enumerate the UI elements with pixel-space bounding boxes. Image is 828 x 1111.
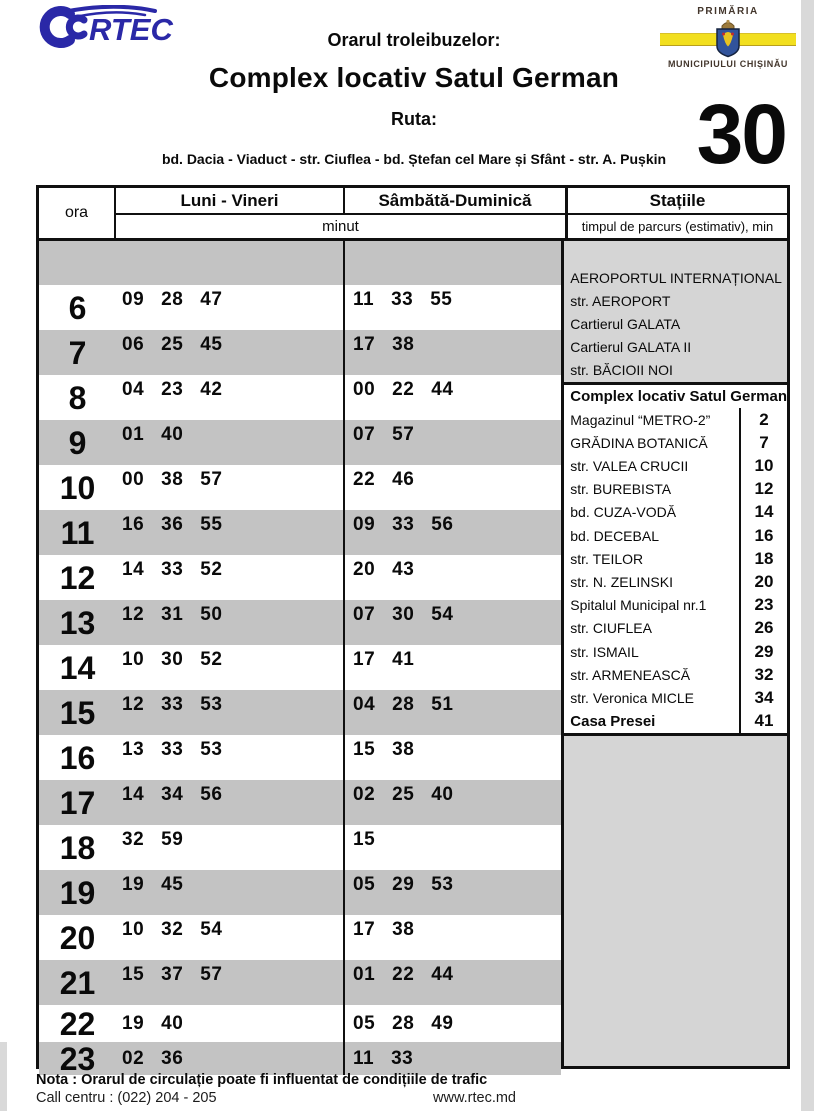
hour-label: 15 <box>59 694 96 731</box>
station-name: str. TEILOR <box>570 550 644 567</box>
minute-value: 22 <box>353 469 376 490</box>
timetable-body <box>39 241 787 1077</box>
schedule-row <box>39 960 561 1005</box>
weekend-minutes <box>343 510 561 555</box>
station-row <box>564 382 787 408</box>
hour-label: 7 <box>68 334 87 371</box>
minute-value: 28 <box>392 1012 415 1034</box>
schedule-row <box>39 555 561 600</box>
call-center: Call centru : (022) 204 - 205 <box>36 1090 217 1106</box>
station-row <box>564 266 787 289</box>
schedule-row <box>39 870 561 915</box>
minute-value: 43 <box>392 559 415 580</box>
hour-label: 21 <box>59 964 96 1001</box>
minute-value: 42 <box>200 379 223 400</box>
timetable-header <box>39 188 787 241</box>
weekend-minutes <box>343 375 561 420</box>
hour-label: 22 <box>59 1005 96 1042</box>
minute-value: 33 <box>161 694 184 715</box>
weekend-column-header: Sâmbătă-Duminică <box>343 188 565 213</box>
station-row <box>564 289 787 312</box>
minute-value: 15 <box>353 739 376 760</box>
station-name: str. ISMAIL <box>570 643 639 660</box>
schedule-row <box>39 330 561 375</box>
hour-label: 18 <box>59 829 96 866</box>
station-travel-time: 2 <box>739 408 787 431</box>
minute-value: 22 <box>392 964 415 985</box>
schedule-label: Orarul troleibuzelor: <box>327 30 501 50</box>
minute-value: 20 <box>353 559 376 580</box>
minute-value: 55 <box>430 289 453 310</box>
weekday-minutes <box>116 510 343 555</box>
station-name: str. AEROPORT <box>570 292 671 309</box>
station-name: str. BUREBISTA <box>570 481 672 498</box>
minute-value: 00 <box>122 469 145 490</box>
hour-label: 9 <box>68 424 87 461</box>
minute-value: 53 <box>431 874 454 895</box>
station-name: bd. CUZA-VODĂ <box>570 504 677 521</box>
minute-value: 30 <box>392 604 415 625</box>
weekend-minutes <box>343 330 561 375</box>
station-travel-time: 18 <box>739 547 787 570</box>
station-row <box>564 617 787 640</box>
station-row <box>564 431 787 454</box>
minute-value: 16 <box>122 514 145 535</box>
weekday-minutes <box>116 870 343 915</box>
weekday-minutes <box>116 375 343 420</box>
weekday-minutes <box>116 915 343 960</box>
minutes-columns-header <box>116 188 565 238</box>
weekend-minutes <box>343 465 561 510</box>
minute-value: 05 <box>353 1012 376 1034</box>
station-name: Cartierul GALATA <box>570 315 681 332</box>
hour-label: 10 <box>59 469 96 506</box>
minute-value: 37 <box>161 964 184 985</box>
minute-value: 53 <box>200 694 223 715</box>
weekday-minutes <box>116 555 343 600</box>
stations-list <box>561 241 787 1066</box>
station-row <box>564 455 787 478</box>
weekday-minutes <box>116 960 343 1005</box>
station-row <box>564 312 787 335</box>
minute-value: 19 <box>122 874 145 895</box>
stations-top-filler <box>564 241 787 266</box>
weekend-minutes <box>343 420 561 465</box>
minute-value: 40 <box>161 1012 184 1034</box>
minute-value: 47 <box>200 289 223 310</box>
station-travel-time: 12 <box>739 478 787 501</box>
weekday-minutes <box>116 420 343 465</box>
weekday-minutes <box>116 465 343 510</box>
schedule-row <box>39 465 561 510</box>
weekend-minutes <box>343 735 561 780</box>
minute-value: 07 <box>353 604 376 625</box>
hour-label: 16 <box>59 739 96 776</box>
schedule-row <box>39 645 561 690</box>
station-name: bd. DECEBAL <box>570 527 659 544</box>
minute-value: 00 <box>353 379 376 400</box>
weekend-minutes <box>343 915 561 960</box>
minute-value: 52 <box>200 559 223 580</box>
schedule-rows <box>39 241 561 1077</box>
hour-label: 19 <box>59 874 96 911</box>
schedule-row <box>39 375 561 420</box>
schedule-row <box>39 1042 561 1075</box>
station-name: Cartierul GALATA II <box>570 339 692 356</box>
minute-value: 57 <box>200 469 223 490</box>
minute-value: 33 <box>391 289 414 310</box>
station-name: Casa Presei <box>570 712 656 730</box>
route-description: bd. Dacia - Viaduct - str. Ciuflea - bd. Ștefan cel Mare și Sfânt - str. A. Pușkin <box>161 151 667 167</box>
hour-label: 14 <box>59 649 96 686</box>
station-name: str. ARMENEASCĂ <box>570 666 691 683</box>
minute-value: 11 <box>353 289 375 310</box>
station-name: str. N. ZELINSKI <box>570 574 673 591</box>
hour-label: 17 <box>59 784 96 821</box>
travel-time-label: timpul de parcurs (estimativ), min <box>581 219 774 234</box>
minute-value: 38 <box>161 469 184 490</box>
hour-column-header: ora <box>39 188 116 238</box>
weekday-minutes <box>116 825 343 870</box>
minute-value: 14 <box>122 784 145 805</box>
minute-value: 54 <box>431 604 454 625</box>
minute-value: 17 <box>353 334 376 355</box>
hour-label: 8 <box>68 379 87 416</box>
minute-value: 29 <box>392 874 415 895</box>
route-number: 30 <box>696 87 786 181</box>
station-travel-time: 32 <box>739 663 787 686</box>
minute-value: 23 <box>161 379 184 400</box>
hour-label: 23 <box>59 1040 96 1077</box>
minute-value: 40 <box>431 784 454 805</box>
minute-value: 57 <box>392 424 415 445</box>
weekend-minutes <box>343 780 561 825</box>
minute-value: 57 <box>200 964 223 985</box>
minute-value: 05 <box>353 874 376 895</box>
svg-text:RTEC: RTEC <box>89 12 173 47</box>
station-travel-time: 41 <box>739 710 787 733</box>
minute-value: 22 <box>392 379 415 400</box>
weekend-minutes <box>343 285 561 330</box>
minute-value: 41 <box>392 649 415 670</box>
minute-value: 56 <box>200 784 223 805</box>
weekday-column-header: Luni - Vineri <box>180 190 279 210</box>
station-travel-time: 29 <box>739 640 787 663</box>
scan-shadow-left <box>0 1042 7 1111</box>
schedule-row <box>39 600 561 645</box>
minute-value: 04 <box>122 379 145 400</box>
minute-value: 09 <box>353 514 376 535</box>
minute-value: 44 <box>431 379 454 400</box>
weekday-minutes <box>116 1005 343 1042</box>
station-row <box>564 336 787 359</box>
minute-value: 33 <box>391 1047 414 1069</box>
station-name: str. Veronica MICLE <box>570 689 694 706</box>
minute-value: 07 <box>353 424 376 445</box>
minute-value: 52 <box>200 649 223 670</box>
minute-value: 34 <box>161 784 184 805</box>
minute-value: 02 <box>353 784 376 805</box>
weekend-minutes <box>343 1005 561 1042</box>
weekday-minutes <box>116 645 343 690</box>
traffic-note: Nota : Orarul de circulație poate fi influentat de condițiile de trafic <box>36 1072 488 1088</box>
hour-label: 12 <box>59 559 96 596</box>
stations-bottom-filler <box>564 733 787 1066</box>
stations-title: Stațiile <box>568 188 787 215</box>
empty-top-band-weekend <box>343 241 561 285</box>
weekend-minutes <box>343 645 561 690</box>
weekday-minutes <box>116 330 343 375</box>
station-row <box>564 359 787 382</box>
weekend-minutes <box>343 960 561 1005</box>
empty-top-band-weekday <box>39 241 343 285</box>
schedule-row <box>39 915 561 960</box>
station-travel-time: 23 <box>739 594 787 617</box>
timetable <box>36 185 790 1077</box>
minute-value: 33 <box>161 559 184 580</box>
station-name: Complex locativ Satul German <box>570 388 787 406</box>
weekday-minutes <box>116 735 343 780</box>
minute-value: 15 <box>122 964 145 985</box>
minute-value: 36 <box>161 514 184 535</box>
weekday-minutes <box>116 285 343 330</box>
minute-value: 32 <box>161 919 184 940</box>
minute-value: 01 <box>122 424 145 445</box>
minute-value: 31 <box>161 604 184 625</box>
station-name: str. VALEA CRUCII <box>570 458 689 475</box>
station-row <box>564 570 787 593</box>
station-travel-time: 10 <box>739 455 787 478</box>
minutes-label: minut <box>322 218 359 235</box>
schedule-row <box>39 780 561 825</box>
schedule-row <box>39 735 561 780</box>
weekend-minutes <box>343 600 561 645</box>
minute-value: 04 <box>353 694 376 715</box>
schedule-row <box>39 420 561 465</box>
stations-column-header <box>565 188 787 238</box>
minute-value: 09 <box>122 289 145 310</box>
minute-value: 33 <box>161 739 184 760</box>
minute-value: 46 <box>392 469 415 490</box>
station-travel-time: 26 <box>739 617 787 640</box>
schedule-row <box>39 1005 561 1042</box>
minute-value: 17 <box>353 649 376 670</box>
day-group-headers <box>116 188 565 215</box>
minute-value: 12 <box>122 694 145 715</box>
minute-value: 36 <box>161 1047 184 1069</box>
schedule-row <box>39 690 561 735</box>
minute-value: 44 <box>431 964 454 985</box>
weekend-minutes <box>343 1042 561 1075</box>
station-row <box>564 686 787 709</box>
minute-value: 38 <box>392 739 415 760</box>
minute-value: 14 <box>122 559 145 580</box>
hour-label: 6 <box>68 289 87 326</box>
weekend-minutes <box>343 555 561 600</box>
empty-top-band <box>39 241 561 285</box>
weekday-minutes <box>116 690 343 735</box>
route-label: Ruta: <box>391 109 437 129</box>
weekend-minutes <box>343 690 561 735</box>
website: www.rtec.md <box>433 1090 516 1106</box>
minute-value: 38 <box>392 334 415 355</box>
station-row <box>564 640 787 663</box>
minute-value: 02 <box>122 1047 145 1069</box>
minute-value: 45 <box>161 874 184 895</box>
minute-value: 45 <box>200 334 223 355</box>
station-travel-time: 14 <box>739 501 787 524</box>
minute-value: 28 <box>392 694 415 715</box>
station-name: str. BĂCIOII NOI <box>570 362 673 379</box>
minute-value: 12 <box>122 604 145 625</box>
minute-value: 28 <box>161 289 184 310</box>
minute-value: 50 <box>200 604 223 625</box>
minute-value: 25 <box>161 334 184 355</box>
station-row <box>564 710 787 733</box>
minute-value: 30 <box>161 649 184 670</box>
hour-label: 13 <box>59 604 96 641</box>
schedule-row <box>39 825 561 870</box>
weekend-minutes <box>343 825 561 870</box>
minute-value: 59 <box>161 829 184 850</box>
station-row <box>564 547 787 570</box>
minute-value: 25 <box>392 784 415 805</box>
minute-value: 56 <box>431 514 454 535</box>
minute-value: 15 <box>353 829 376 850</box>
station-row <box>564 478 787 501</box>
minute-value: 40 <box>161 424 184 445</box>
weekday-minutes <box>116 780 343 825</box>
minute-value: 55 <box>200 514 223 535</box>
weekday-minutes <box>116 600 343 645</box>
municipality-label-top: PRIMĂRIA <box>697 6 759 17</box>
station-name: GRĂDINA BOTANICĂ <box>570 434 708 451</box>
minute-value: 11 <box>353 1047 375 1069</box>
minute-value: 19 <box>122 1012 145 1034</box>
schedule-row <box>39 510 561 555</box>
minute-value: 54 <box>200 919 223 940</box>
municipality-label-bottom: MUNICIPIULUI CHIȘINĂU <box>667 59 789 69</box>
minute-value: 13 <box>122 739 145 760</box>
station-travel-time: 7 <box>739 431 787 454</box>
station-row <box>564 524 787 547</box>
station-row <box>564 408 787 431</box>
minute-value: 33 <box>392 514 415 535</box>
station-name: Spitalul Municipal nr.1 <box>570 597 707 614</box>
station-travel-time: 20 <box>739 570 787 593</box>
page-title: Complex locativ Satul German <box>208 62 620 93</box>
schedule-row <box>39 285 561 330</box>
hour-label: 20 <box>59 919 96 956</box>
weekday-minutes <box>116 1042 343 1075</box>
minute-value: 32 <box>122 829 145 850</box>
minute-value: 38 <box>392 919 415 940</box>
minute-value: 53 <box>200 739 223 760</box>
weekend-minutes <box>343 870 561 915</box>
minute-value: 17 <box>353 919 376 940</box>
hour-label: 11 <box>60 514 95 551</box>
minute-value: 06 <box>122 334 145 355</box>
minute-value: 49 <box>431 1012 454 1034</box>
minute-value: 01 <box>353 964 376 985</box>
minute-value: 51 <box>431 694 454 715</box>
station-row <box>564 594 787 617</box>
minute-value: 10 <box>122 649 145 670</box>
station-row <box>564 501 787 524</box>
station-name: Magazinul “METRO-2” <box>570 411 711 428</box>
minute-value: 10 <box>122 919 145 940</box>
station-row <box>564 663 787 686</box>
station-travel-time: 34 <box>739 686 787 709</box>
station-name: str. CIUFLEA <box>570 620 652 637</box>
station-travel-time: 16 <box>739 524 787 547</box>
station-name: AEROPORTUL INTERNAȚIONAL <box>570 269 782 286</box>
